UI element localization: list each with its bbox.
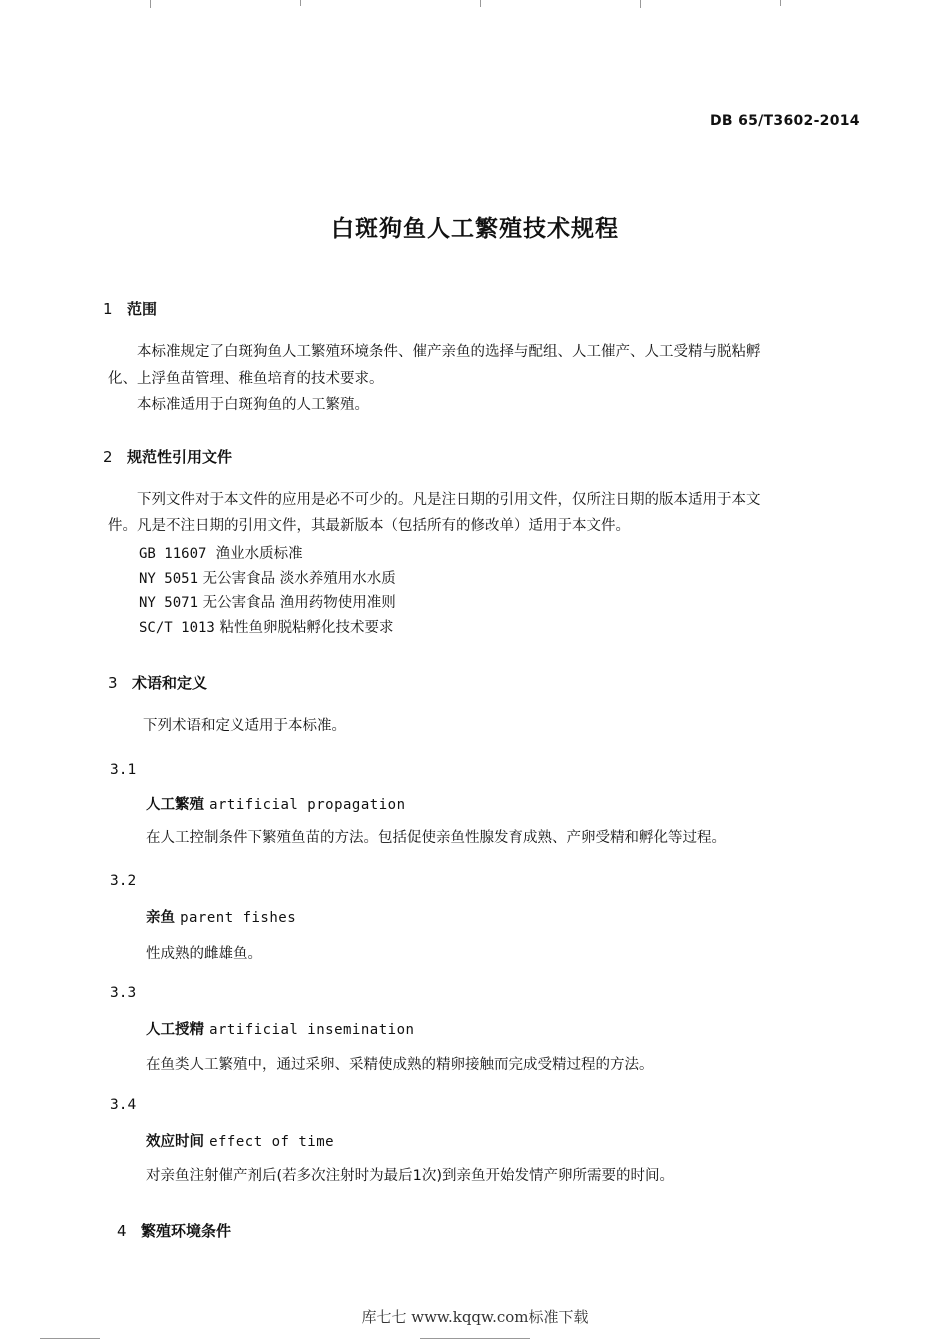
term-en: artificial propagation — [209, 797, 406, 813]
reference-item — [139, 591, 396, 615]
reference-code: GB 11607 — [139, 546, 207, 562]
scan-mark — [40, 1338, 100, 1339]
term-zh: 人工授精 — [146, 1022, 204, 1038]
scan-mark — [420, 1338, 530, 1339]
term-definition: 性成熟的雌雄鱼。 — [146, 946, 262, 962]
scan-mark — [300, 0, 301, 6]
section-3-heading — [108, 672, 207, 693]
scan-mark — [150, 0, 151, 8]
standard-code: DB 65/T3602-2014 — [710, 113, 860, 129]
section-title: 术语和定义 — [132, 674, 208, 692]
footer-watermark: 库七七 www.kqqw.com标准下载 — [361, 1308, 589, 1326]
section-number: 3 — [108, 674, 118, 692]
term-definition: 对亲鱼注射催产剂后(若多次注射时为最后1次)到亲鱼开始发情产卵所需要的时间。 — [146, 1168, 675, 1184]
reference-name: 渔业水质标准 — [215, 546, 303, 562]
term-number: 3.1 — [110, 762, 137, 778]
scan-mark — [480, 0, 481, 7]
section-2-heading — [103, 446, 232, 467]
term-title — [146, 1018, 414, 1039]
term-en: effect of time — [209, 1134, 335, 1150]
reference-name: 无公害食品 渔用药物使用准则 — [202, 595, 396, 611]
term-title — [146, 1130, 334, 1151]
document-title: 白斑狗鱼人工繁殖技术规程 — [331, 216, 619, 242]
reference-code: SC/T 1013 — [139, 620, 215, 636]
section-number: 1 — [103, 300, 113, 318]
section-title: 范围 — [127, 300, 158, 318]
term-title — [146, 793, 406, 814]
section-1-heading — [103, 298, 157, 319]
reference-item — [139, 567, 396, 591]
term-number: 3.4 — [110, 1097, 137, 1113]
paragraph: 化、上浮鱼苗管理、稚鱼培育的技术要求。 — [108, 371, 384, 387]
reference-code: NY 5051 — [139, 571, 199, 587]
paragraph: 本标准适用于白斑狗鱼的人工繁殖。 — [137, 397, 369, 413]
reference-name: 无公害食品 淡水养殖用水水质 — [202, 571, 396, 587]
term-title — [146, 906, 296, 927]
reference-item — [139, 616, 393, 640]
section-title: 繁殖环境条件 — [141, 1222, 232, 1240]
section-number: 2 — [103, 448, 113, 466]
reference-name: 粘性鱼卵脱粘孵化技术要求 — [219, 620, 394, 636]
scan-mark — [640, 0, 641, 8]
scan-mark — [780, 0, 781, 6]
paragraph: 下列术语和定义适用于本标准。 — [143, 718, 346, 734]
reference-item — [139, 542, 303, 566]
term-definition: 在鱼类人工繁殖中，通过采卵、采精使成熟的精卵接触而完成受精过程的方法。 — [146, 1057, 654, 1073]
term-en: parent fishes — [180, 910, 297, 926]
term-en: artificial insemination — [209, 1022, 415, 1038]
section-title: 规范性引用文件 — [127, 448, 233, 466]
paragraph: 下列文件对于本文件的应用是必不可少的。凡是注日期的引用文件，仅所注日期的版本适用于本文 — [137, 492, 761, 508]
reference-code: NY 5071 — [139, 595, 199, 611]
term-definition: 在人工控制条件下繁殖鱼苗的方法。包括促使亲鱼性腺发育成熟、产卵受精和孵化等过程。 — [146, 830, 726, 846]
section-4-heading — [117, 1220, 231, 1241]
term-number: 3.3 — [110, 985, 137, 1001]
term-zh: 人工繁殖 — [146, 797, 204, 813]
paragraph: 本标准规定了白斑狗鱼人工繁殖环境条件、催产亲鱼的选择与配组、人工催产、人工受精与脱粘孵 — [137, 344, 761, 360]
section-number: 4 — [117, 1222, 127, 1240]
term-zh: 效应时间 — [146, 1134, 204, 1150]
term-number: 3.2 — [110, 873, 137, 889]
term-zh: 亲鱼 — [146, 910, 175, 926]
paragraph: 件。凡是不注日期的引用文件，其最新版本（包括所有的修改单）适用于本文件。 — [108, 518, 630, 534]
